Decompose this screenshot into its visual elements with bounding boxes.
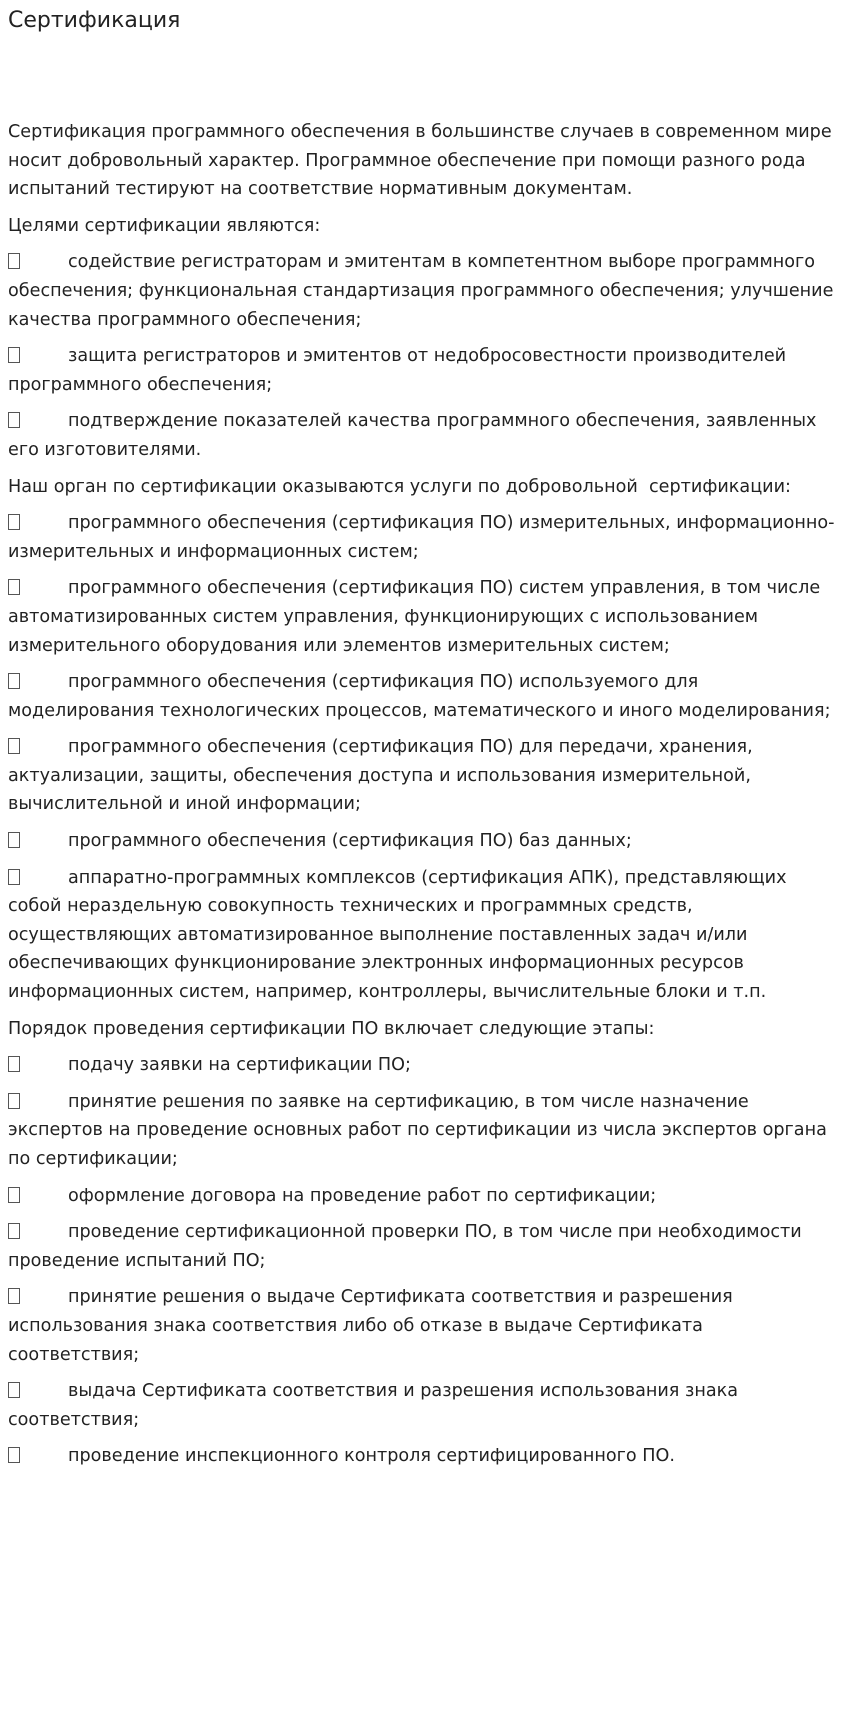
page xyxy=(0,8,847,1471)
list-item-text: оформление договора на проведение работ по сертификации; xyxy=(68,1185,657,1206)
list-item xyxy=(8,827,839,856)
missing-glyph-box-icon xyxy=(8,347,20,363)
services-list xyxy=(8,509,839,1007)
missing-glyph-box-icon xyxy=(8,673,20,689)
list-item-text: программного обеспечения (сертификация ПО) для передачи, хранения, актуализации, защиты, обеспечения доступа и использования измерительной, вычислительной и иной информации; xyxy=(8,737,753,815)
list-item xyxy=(8,733,839,819)
list-item xyxy=(8,864,839,1007)
list-item-text: выдача Сертификата соответствия и разрешения использования знака соответствия; xyxy=(8,1381,739,1430)
missing-glyph-box-icon xyxy=(8,1382,20,1398)
list-item xyxy=(8,574,839,660)
list-item-text: содействие регистраторам и эмитентам в компетентном выборе программного обеспечения; функциональная стандартизация программного обеспечения; улучшение качества программного обеспечения; xyxy=(8,252,834,330)
list-item xyxy=(8,1377,839,1434)
article-body xyxy=(8,118,839,1471)
list-item-text: проведение инспекционного контроля сертифицированного ПО. xyxy=(68,1446,675,1467)
list-item xyxy=(8,248,839,334)
missing-glyph-box-icon xyxy=(8,253,20,269)
list-item xyxy=(8,1088,839,1174)
list-item-text: программного обеспечения (сертификация ПО) баз данных; xyxy=(68,831,632,852)
missing-glyph-box-icon xyxy=(8,832,20,848)
goals-heading: Целями сертификации являются: xyxy=(8,215,321,236)
list-item xyxy=(8,407,839,464)
intro-paragraph: Сертификация программного обеспечения в большинстве случаев в современном мире носит добровольный характер. Программное обеспечение при помощи разного рода испытаний тестируют на соответствие нормативным документам. xyxy=(8,122,832,200)
missing-glyph-box-icon xyxy=(8,1093,20,1109)
list-item xyxy=(8,1218,839,1275)
missing-glyph-box-icon xyxy=(8,1056,20,1072)
goals-list xyxy=(8,248,839,464)
missing-glyph-box-icon xyxy=(8,738,20,754)
list-item xyxy=(8,1051,839,1080)
missing-glyph-box-icon xyxy=(8,1447,20,1463)
list-item-text: принятие решения о выдаче Сертификата соответствия и разрешения использования знака соответствия либо об отказе в выдаче Сертификата соответствия; xyxy=(8,1287,733,1365)
list-item xyxy=(8,1442,839,1471)
missing-glyph-box-icon xyxy=(8,1187,20,1203)
steps-heading: Порядок проведения сертификации ПО включает следующие этапы: xyxy=(8,1018,655,1039)
list-item-text: программного обеспечения (сертификация ПО) используемого для моделирования технологических процессов, математического и иного моделирования; xyxy=(8,672,831,721)
list-item xyxy=(8,342,839,399)
page-title: Сертификация xyxy=(8,8,181,33)
missing-glyph-box-icon xyxy=(8,869,20,885)
steps-list xyxy=(8,1051,839,1471)
list-item-text: программного обеспечения (сертификация ПО) измерительных, информационно-измерительных и информационных систем; xyxy=(8,513,835,562)
missing-glyph-box-icon xyxy=(8,1223,20,1239)
missing-glyph-box-icon xyxy=(8,579,20,595)
list-item xyxy=(8,1283,839,1369)
missing-glyph-box-icon xyxy=(8,412,20,428)
list-item-text: проведение сертификационной проверки ПО, в том числе при необходимости проведение испытаний ПО; xyxy=(8,1222,802,1271)
list-item xyxy=(8,1182,839,1211)
list-item-text: программного обеспечения (сертификация ПО) систем управления, в том числе автоматизированных систем управления, функционирующих с использованием измерительного оборудования или элементов измерительных систем; xyxy=(8,578,821,656)
list-item-text: защита регистраторов и эмитентов от недобросовестности производителей программного обеспечения; xyxy=(8,346,787,395)
list-item xyxy=(8,668,839,725)
services-heading: Наш орган по сертификации оказываются услуги по добровольной сертификации: xyxy=(8,476,791,497)
list-item-text: подачу заявки на сертификации ПО; xyxy=(68,1055,411,1076)
list-item-text: аппаратно-программных комплексов (сертификация АПК), представляющих собой нераздельную совокупность технических и программных средств, осуществляющих автоматизированное выполнение поставленных задач и/или обеспечивающих функционирование электронных информационных ресурсов информационных систем, например, контроллеры, вычислительные блоки и т.п. xyxy=(8,867,787,1003)
missing-glyph-box-icon xyxy=(8,1288,20,1304)
list-item xyxy=(8,509,839,566)
list-item-text: подтверждение показателей качества программного обеспечения, заявленных его изготовителями. xyxy=(8,411,817,460)
list-item-text: принятие решения по заявке на сертификацию, в том числе назначение экспертов на проведение основных работ по сертификации из числа экспертов органа по сертификации; xyxy=(8,1091,827,1169)
missing-glyph-box-icon xyxy=(8,514,20,530)
